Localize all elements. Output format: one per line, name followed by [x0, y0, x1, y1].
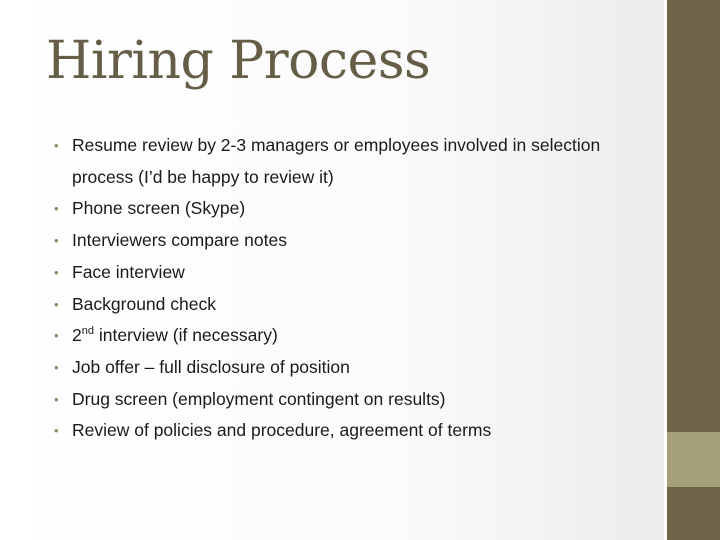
- bullet-item: [54, 130, 654, 193]
- bullet-text: Background check: [72, 293, 216, 314]
- sidebar-accent-block: [667, 432, 720, 487]
- bullet-icon: •: [54, 138, 59, 153]
- bullet-item: [54, 193, 654, 225]
- bullet-item: [54, 415, 654, 447]
- bullet-icon: •: [54, 233, 59, 249]
- bullet-text: Job offer – full disclosure of position: [72, 356, 350, 377]
- slide-title: Hiring Process: [46, 31, 431, 91]
- bullet-list: [54, 130, 654, 447]
- bullet-text: Drug screen (employment contingent on results): [72, 388, 446, 409]
- bullet-icon: •: [54, 328, 59, 344]
- bullet-text: Face interview: [72, 261, 185, 282]
- bullet-text-continued: interview (if necessary): [93, 325, 278, 346]
- bullet-text: Review of policies and procedure, agreement of terms: [72, 420, 492, 441]
- bullet-text: Resume review by 2-3 managers or employees involved in selection process (I’d be happy to review it): [72, 135, 601, 187]
- bullet-icon: •: [54, 296, 59, 312]
- bullet-icon: •: [54, 359, 59, 375]
- bullet-text: Phone screen (Skype): [72, 198, 246, 219]
- bullet-item: [54, 257, 654, 289]
- bullet-icon: •: [54, 423, 59, 439]
- bullet-icon: •: [54, 201, 59, 217]
- bullet-item: [54, 352, 654, 384]
- bullet-icon: •: [54, 391, 59, 407]
- bullet-text: Interviewers compare notes: [72, 230, 287, 251]
- bullet-item: [54, 384, 654, 416]
- bullet-icon: •: [54, 264, 59, 280]
- bullet-item: [54, 225, 654, 257]
- bullet-item: [54, 320, 654, 352]
- bullet-item: [54, 289, 654, 321]
- bullet-text: 2: [72, 325, 82, 346]
- bullet-superscript: nd: [81, 325, 94, 338]
